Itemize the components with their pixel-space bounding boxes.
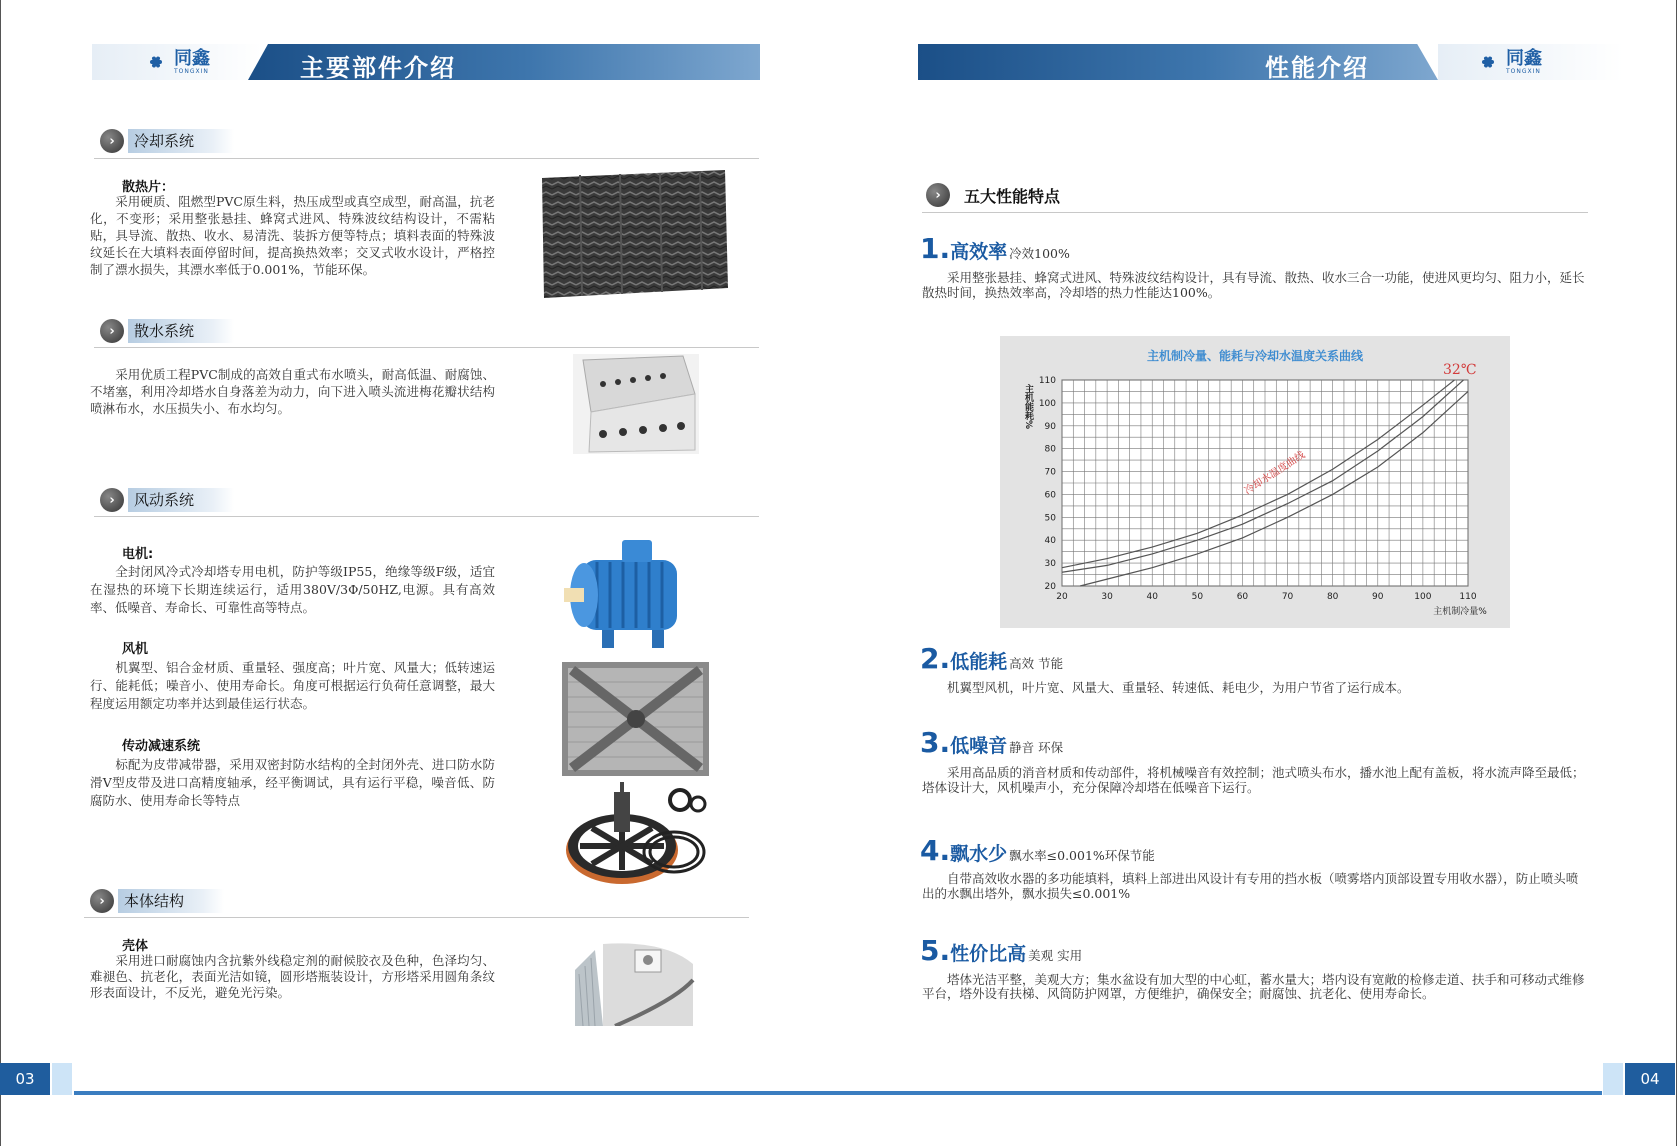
y-tick-label: 50 (1044, 513, 1056, 524)
y-axis-label: 主机能耗% (1023, 384, 1033, 430)
logo-sub: TONGXIN (174, 68, 209, 75)
feature-tag: 静音 环保 (1009, 740, 1064, 755)
feature-2-desc: 机翼型风机，叶片宽、风量大、重量轻、转速低、耗电少，为用户节省了运行成本。 (922, 680, 1410, 695)
chevron-right-icon: › (100, 129, 124, 153)
chevron-right-icon: › (90, 889, 114, 913)
feature-tag: 飘水率≤0.001%环保节能 (1009, 848, 1155, 863)
paragraph-drive: 标配为皮带减带器，采用双密封防水结构的全封闭外壳、进口防水防滑V型皮带及进口高精度轴承，经平衡调试，具有运行平稳，噪音低、防腐防水、使用寿命长等特点 (90, 757, 495, 808)
feature-4-desc: 自带高效收水器的多功能填料，填料上部进出风设计有专用的挡水板（喷雾塔内顶部设置专用收水器），防止喷头喷出的水飘出塔外，飘水损失≤0.001% (922, 871, 1579, 901)
y-tick-label: 20 (1044, 582, 1056, 592)
feature-5-title (920, 934, 1082, 967)
logo-sub: TONGXIN (1506, 68, 1541, 75)
x-tick-label: 80 (1326, 592, 1339, 602)
feature-number: 5. (920, 934, 951, 967)
page-number-left: 03 (0, 1063, 50, 1095)
page-number-right: 04 (1625, 1063, 1675, 1095)
tower-shell-image (575, 940, 700, 1026)
section-title: 本体结构 (118, 889, 224, 913)
section-title: 五大性能特点 (964, 186, 1061, 206)
y-tick-label: 40 (1044, 536, 1056, 547)
spray-nozzle-image (573, 354, 699, 454)
fill-pack-image (540, 170, 730, 300)
section-title: 冷却系统 (128, 129, 234, 153)
footer-line-left (74, 1091, 838, 1095)
chart-panel (1000, 336, 1510, 628)
logo-text: 同鑫 (1506, 48, 1542, 69)
section-spray (100, 318, 234, 344)
feature-name: 低能耗 (950, 651, 1008, 673)
feature-number: 4. (920, 834, 951, 867)
performance-curve-chart (1000, 336, 1510, 628)
paragraph-motor: 全封闭风冷式冷却塔专用电机，防护等级IP55，绝缘等级F级，适宜在湿热的环境下长期连续运行，适用380V/3Φ/50HZ,电源。具有高效率、低噪音、寿命长、可靠性高等特点。 (90, 564, 495, 615)
subheading-fill: 散热片： (122, 180, 175, 195)
feature-tag: 高效 节能 (1009, 656, 1064, 671)
annotation-curve: 冷却水温度曲线 (1242, 449, 1308, 497)
feature-1-desc: 采用整张悬挂、蜂窝式进风、特殊波纹结构设计，具有导流、散热、收水三合一功能，使进风更均匀、阻力小，延长散热时间，换热效率高，冷却塔的热力性能达100%。 (922, 270, 1585, 300)
chevron-right-icon: › (100, 488, 124, 512)
paragraph-shell: 采用进口耐腐蚀内含抗紫外线稳定剂的耐候胶衣及色种，色泽均匀、难褪色、抗老化，表面光洁如镜，圆形塔瓶装设计，方形塔采用圆角条纹形表面设计，不反光，避免光污染。 (90, 953, 495, 1000)
x-tick-label: 100 (1414, 592, 1432, 602)
x-tick-label: 30 (1101, 592, 1113, 602)
subheading-motor: 电机: (122, 547, 154, 562)
section-title: 风动系统 (128, 488, 234, 512)
feature-5-desc: 塔体光洁平整，美观大方；集水盆设有加大型的中心虹，蓄水量大；塔内设有宽敞的检修走道、扶手和可移动式维修平台，塔外设有扶梯、风筒防护网罩，方便维护，确保安全；耐腐蚀、抗老化、使用寿命长。 (922, 972, 1585, 1001)
feature-name: 性价比高 (950, 943, 1027, 965)
divider (94, 516, 759, 517)
feature-number: 2. (920, 642, 951, 675)
page-border-left (0, 0, 1, 1146)
section-cooling (100, 128, 234, 154)
feature-3-desc: 采用高品质的消音材质和传动部件，将机械噪音有效控制；池式喷头布水，播水池上配有盖板，将水流声降至最低；塔体设计大，风机噪声小，充分保障冷却塔在低噪音下运行。 (922, 765, 1585, 795)
feature-tag: 冷效100% (1009, 246, 1070, 261)
feature-2-title (920, 642, 1063, 675)
y-tick-label: 60 (1044, 490, 1056, 501)
feature-name: 低噪音 (950, 735, 1008, 757)
pulley-image (562, 782, 712, 890)
y-tick-label: 70 (1044, 467, 1056, 478)
page-number-accent (52, 1063, 72, 1095)
page-title-left: 主要部件介绍 (300, 54, 456, 82)
feature-1-title (920, 232, 1070, 265)
brand-logo-right (1438, 44, 1623, 80)
section-wind (100, 487, 234, 513)
x-tick-label: 50 (1191, 592, 1204, 602)
footer-line-right (838, 1091, 1602, 1095)
x-axis-label: 主机制冷量% (1433, 607, 1487, 617)
divider (922, 212, 1588, 213)
feature-tag: 美观 实用 (1028, 948, 1083, 963)
chevron-right-icon: › (100, 319, 124, 343)
page-title-right: 性能介绍 (1265, 54, 1369, 82)
feature-3-title (920, 726, 1063, 759)
x-tick-label: 60 (1236, 592, 1249, 602)
paragraph-fill: 采用硬质、阻燃型PVC原生料，热压成型或真空成型，耐高温，抗老化，不变形；采用整张悬挂、蜂窝式进风、特殊波纹结构设计，不需粘贴，具导流、散热、收水、易清洗、装拆方便等特点；填料表面的特殊波纹延长在大填料表面停留时间，提高换热效率；交叉式收水设计，严格控制了漂水损失，其漂水率低于0.001%，节能环保。 (90, 194, 495, 277)
chevron-right-icon: › (926, 183, 950, 207)
motor-image (562, 530, 702, 652)
paragraph-fan: 机翼型、铝合金材质、重量轻、强度高；叶片宽、风量大；低转速运行、能耗低；噪音小、使用寿命长。角度可根据运行负荷任意调整，最大程度运用额定功率并达到最佳运行状态。 (90, 660, 495, 711)
subheading-drive: 传动减速系统 (122, 739, 201, 754)
x-tick-label: 20 (1056, 592, 1068, 602)
pinwheel-logo-icon (1474, 48, 1502, 76)
y-tick-label: 30 (1044, 559, 1056, 570)
y-tick-label: 90 (1044, 421, 1056, 432)
divider (94, 347, 759, 348)
feature-4-title (920, 834, 1155, 867)
y-tick-label: 80 (1044, 444, 1056, 455)
page-number-accent (1603, 1063, 1623, 1095)
x-tick-label: 110 (1459, 592, 1477, 602)
section-body (90, 888, 224, 914)
logo-text: 同鑫 (174, 48, 210, 69)
feature-name: 高效率 (950, 241, 1008, 263)
fan-image (562, 662, 709, 776)
feature-number: 1. (920, 232, 951, 265)
left-page (0, 0, 838, 1146)
right-page (838, 0, 1677, 1146)
section-features (926, 182, 1060, 208)
paragraph-spray: 采用优质工程PVC制成的高效自重式布水喷头，耐高低温、耐腐蚀、不堵塞，利用冷却塔水自身落差为动力，向下进入喷头流进梅花瓣状结构喷淋布水，水压损失小、布水均匀。 (90, 367, 495, 416)
y-tick-label: 100 (1038, 398, 1056, 409)
pinwheel-logo-icon (142, 48, 170, 76)
subheading-shell: 壳体 (122, 939, 149, 954)
divider (84, 917, 749, 918)
annotation-temp: 32℃ (1443, 362, 1477, 378)
divider (94, 158, 759, 159)
subheading-fan: 风机 (122, 642, 149, 657)
feature-number: 3. (920, 726, 951, 759)
x-tick-label: 70 (1281, 592, 1294, 602)
x-tick-label: 90 (1372, 592, 1384, 602)
feature-name: 飘水少 (950, 843, 1008, 865)
x-tick-label: 40 (1146, 592, 1158, 602)
chart-title: 主机制冷量、能耗与冷却水温度关系曲线 (1146, 349, 1364, 363)
y-tick-label: 110 (1038, 376, 1056, 386)
brand-logo-left (92, 44, 262, 80)
section-title: 散水系统 (128, 319, 234, 343)
